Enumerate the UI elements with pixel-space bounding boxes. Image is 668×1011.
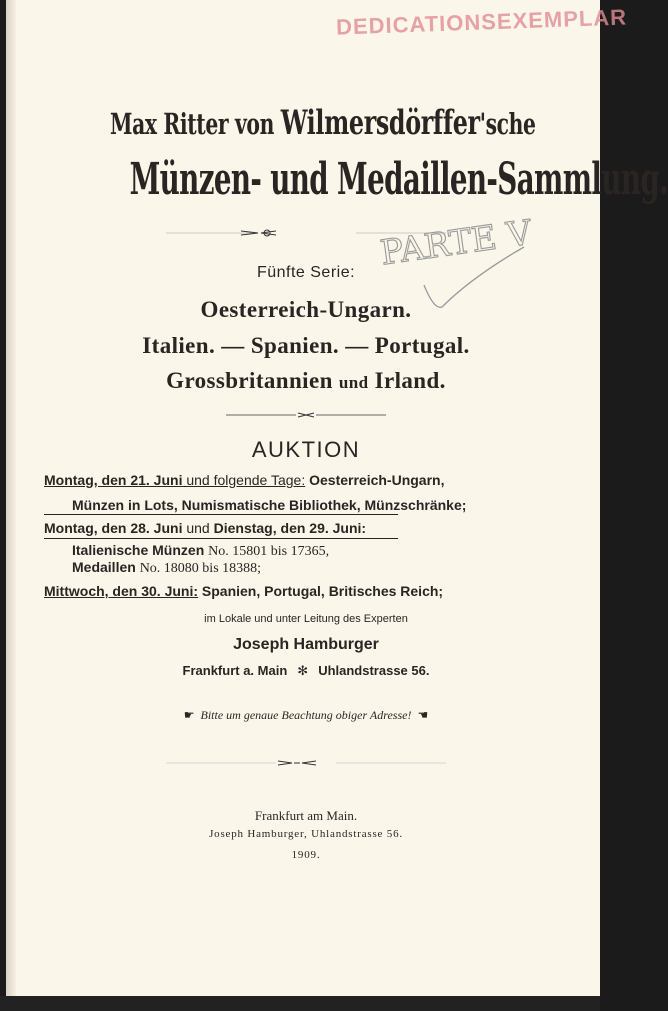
medals-range: No. 18080 bis 18388; (139, 561, 262, 576)
region-line-3 (26, 368, 586, 394)
ornament-divider-icon (166, 758, 446, 768)
dedication-stamp: DEDICATIONSEXEMPLAR (335, 4, 628, 40)
auction-heading: AUKTION (251, 437, 361, 462)
divider-rule (44, 514, 398, 515)
medals-label: Medaillen (72, 559, 140, 575)
divider-rule (44, 538, 398, 539)
schedule-and: und (182, 520, 214, 536)
region-line-1: Oesterreich-Ungarn. (200, 297, 412, 322)
schedule-following-days: und folgende Tage: (182, 472, 306, 488)
schedule-date-3: Dienstag, den 29. Juni: (213, 520, 367, 536)
region-ireland: Irland. (368, 368, 446, 393)
small-divider (166, 410, 446, 420)
italian-coins-range: No. 15801 bis 17365, (208, 544, 330, 559)
title-suffix: 'sche (479, 107, 536, 141)
schedule-day-1-continued (72, 497, 466, 513)
publisher-place: Frankfurt am Main. (254, 808, 358, 823)
scan-bottom-edge (0, 996, 600, 1011)
address-notice (26, 708, 586, 723)
asterisk-bullet-icon: ✻ (297, 663, 309, 678)
title-prefix: Max Ritter von (110, 107, 281, 141)
address-street: Uhlandstrasse 56. (318, 663, 430, 678)
region-and: und (338, 373, 369, 392)
schedule-date-4: Mittwoch, den 30. Juni: (44, 583, 199, 599)
region-line-2: Italien. — Spanien. — Portugal. (142, 333, 470, 358)
series-label: Fünfte Serie: (256, 264, 356, 281)
medals-line (72, 559, 261, 577)
svg-text:PARTE V: PARTE V (377, 212, 535, 274)
expert-address (26, 663, 586, 679)
italian-coins-line (72, 542, 329, 560)
publisher-firm: Joseph Hamburger, Uhlandstrasse 56. (209, 828, 403, 840)
schedule-day-1 (44, 472, 444, 488)
publication-year: 1909. (291, 849, 321, 861)
italian-coins-label: Italienische Münzen (72, 542, 209, 558)
schedule-items-1-cont: Münzen in Lots, Numismatische Bibliothek, Münzschränke; (72, 497, 467, 513)
collection-title: Münzen- und Medaillen-Sammlung. (129, 154, 668, 205)
region-gb: Grossbritannien (166, 368, 339, 393)
schedule-day-2 (44, 520, 366, 536)
schedule-items-1: Oesterreich-Ungarn, (305, 472, 445, 488)
page-spine-shadow (6, 0, 16, 1000)
address-city: Frankfurt a. Main (182, 663, 288, 678)
catalog-title-page (6, 0, 668, 1000)
schedule-items-4: Spanien, Portugal, Britisches Reich; (198, 583, 444, 599)
expert-name: Joseph Hamburger (233, 636, 379, 653)
title-surname: Wilmersdörffer (280, 103, 480, 143)
collection-owner-title (110, 103, 536, 143)
address-notice-text: Bitte um genaue Beachtung obiger Adresse! (200, 708, 412, 722)
venue-note: im Lokale und unter Leitung des Experten (204, 613, 408, 625)
schedule-day-4 (44, 583, 443, 599)
pointing-hand-right-icon: ☛ (183, 708, 195, 722)
schedule-date-1: Montag, den 21. Juni (44, 472, 183, 488)
schedule-date-2: Montag, den 28. Juni (44, 520, 183, 536)
pointing-hand-left-icon: ☚ (417, 708, 429, 722)
